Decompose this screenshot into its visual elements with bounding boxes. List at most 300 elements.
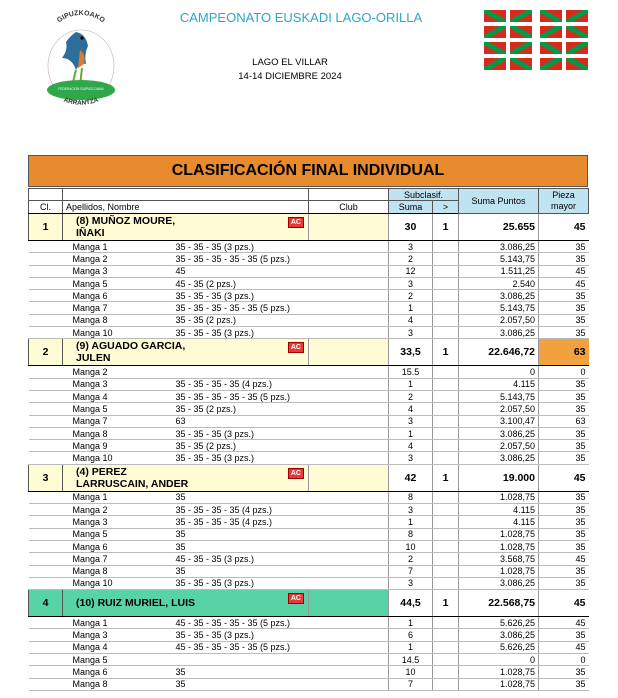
- round-max-piece: 35: [539, 528, 589, 540]
- club-blank: [309, 415, 389, 427]
- round-row: [29, 491, 589, 503]
- spacer-cell: [29, 577, 63, 589]
- club-blank: [309, 565, 389, 577]
- round-catches: 35: [173, 540, 309, 552]
- club-cell: [309, 464, 389, 491]
- spacer-cell: [29, 415, 63, 427]
- round-place: 3: [389, 504, 433, 516]
- round-max-piece: 45: [539, 277, 589, 289]
- club-blank: [309, 540, 389, 552]
- round-max-piece: 45: [539, 265, 589, 277]
- spacer-cell: [29, 253, 63, 265]
- round-gt: [433, 366, 459, 378]
- club-blank: [309, 327, 389, 339]
- round-max-piece: 35: [539, 378, 589, 390]
- round-catches: 35 - 35 - 35 (3 pzs.): [173, 577, 309, 589]
- round-points: 4.115: [459, 516, 539, 528]
- round-gt: [433, 666, 459, 678]
- spacer-cell: [29, 403, 63, 415]
- round-label: Manga 6: [63, 290, 173, 302]
- round-gt: [433, 491, 459, 503]
- round-label: Manga 10: [63, 327, 173, 339]
- round-gt: [433, 302, 459, 314]
- round-gt: [433, 314, 459, 326]
- round-max-piece: 45: [539, 641, 589, 653]
- club-blank: [309, 666, 389, 678]
- competitor-name-text: (10) RUIZ MURIEL, LUIS: [76, 597, 196, 610]
- round-points: 4.115: [459, 378, 539, 390]
- round-gt: [433, 528, 459, 540]
- round-row: [29, 314, 589, 326]
- round-catches: 35 - 35 - 35 (3 pzs.): [173, 629, 309, 641]
- round-points: 1.028,75: [459, 491, 539, 503]
- round-label: Manga 7: [63, 302, 173, 314]
- competitor-row: [29, 464, 589, 491]
- round-place: 1: [389, 302, 433, 314]
- club-blank: [309, 553, 389, 565]
- round-points: 3.086,25: [459, 577, 539, 589]
- round-gt: [433, 440, 459, 452]
- round-catches: 63: [173, 415, 309, 427]
- round-gt: [433, 629, 459, 641]
- round-catches: 35 - 35 (2 pzs.): [173, 403, 309, 415]
- round-max-piece: 45: [539, 553, 589, 565]
- round-row: [29, 654, 589, 666]
- round-gt: [433, 540, 459, 552]
- round-catches: 45 - 35 - 35 (3 pzs.): [173, 553, 309, 565]
- round-gt: [433, 577, 459, 589]
- club-blank: [309, 290, 389, 302]
- round-label: Manga 7: [63, 415, 173, 427]
- round-place: 3: [389, 577, 433, 589]
- round-row: [29, 403, 589, 415]
- suma-cell: 44,5: [389, 590, 433, 617]
- round-catches: 35 - 35 - 35 (3 pzs.): [173, 427, 309, 439]
- round-points: 3.086,25: [459, 452, 539, 464]
- basque-flag-icon: [484, 10, 532, 38]
- round-points: 1.028,75: [459, 666, 539, 678]
- round-max-piece: 35: [539, 678, 589, 690]
- spacer-cell: [29, 390, 63, 402]
- puntos-cell: 25.655: [459, 214, 539, 241]
- round-row: [29, 678, 589, 690]
- round-max-piece: 35: [539, 390, 589, 402]
- round-max-piece: 35: [539, 241, 589, 253]
- gt-cell: 1: [433, 339, 459, 366]
- club-blank: [309, 265, 389, 277]
- suma-header: Suma: [389, 201, 433, 214]
- basque-flag-icon: [540, 10, 588, 38]
- round-label: Manga 4: [63, 641, 173, 653]
- rank-cell: 1: [29, 214, 63, 241]
- club-blank: [309, 654, 389, 666]
- round-max-piece: 63: [539, 415, 589, 427]
- round-place: 3: [389, 415, 433, 427]
- spacer-cell: [29, 504, 63, 516]
- competitor-name: [63, 339, 309, 366]
- spacer-cell: [29, 641, 63, 653]
- round-row: [29, 302, 589, 314]
- spacer-cell: [29, 553, 63, 565]
- pieza-mayor-header: Pieza mayor: [539, 189, 589, 214]
- round-max-piece: 35: [539, 440, 589, 452]
- round-label: Manga 8: [63, 427, 173, 439]
- round-points: 2.057,50: [459, 314, 539, 326]
- round-max-piece: 35: [539, 253, 589, 265]
- round-catches: [173, 366, 309, 378]
- round-row: [29, 577, 589, 589]
- round-label: Manga 5: [63, 277, 173, 289]
- round-points: 5.626,25: [459, 617, 539, 629]
- pieza-cell: 45: [539, 590, 589, 617]
- club-blank: [309, 390, 389, 402]
- spacer-cell: [29, 654, 63, 666]
- round-gt: [433, 277, 459, 289]
- round-max-piece: 35: [539, 403, 589, 415]
- round-max-piece: 35: [539, 452, 589, 464]
- round-place: 7: [389, 678, 433, 690]
- round-row: [29, 366, 589, 378]
- round-place: 1: [389, 617, 433, 629]
- round-max-piece: 35: [539, 290, 589, 302]
- club-badge: AC: [288, 342, 304, 353]
- competitor-name-text: (4) PEREZ LARRUSCAIN, ANDER: [76, 465, 189, 490]
- spacer-cell: [29, 241, 63, 253]
- round-points: 3.086,25: [459, 290, 539, 302]
- round-gt: [433, 553, 459, 565]
- club-blank: [309, 528, 389, 540]
- round-max-piece: 35: [539, 516, 589, 528]
- round-catches: [173, 654, 309, 666]
- round-points: 2.057,50: [459, 440, 539, 452]
- round-max-piece: 35: [539, 314, 589, 326]
- competitor-row: [29, 590, 589, 617]
- round-max-piece: 35: [539, 327, 589, 339]
- spacer-cell: [29, 565, 63, 577]
- round-label: Manga 8: [63, 565, 173, 577]
- round-place: 3: [389, 277, 433, 289]
- round-gt: [433, 452, 459, 464]
- round-label: Manga 4: [63, 390, 173, 402]
- round-points: 2.540: [459, 277, 539, 289]
- round-max-piece: 35: [539, 504, 589, 516]
- competitor-name: [63, 590, 309, 617]
- competitor-name: [63, 464, 309, 491]
- classification-banner: CLASIFICACIÓN FINAL INDIVIDUAL: [28, 155, 588, 187]
- round-gt: [433, 415, 459, 427]
- club-blank: [309, 617, 389, 629]
- round-gt: [433, 241, 459, 253]
- spacer-cell: [29, 678, 63, 690]
- spacer-cell: [29, 516, 63, 528]
- classification-table: [28, 188, 589, 691]
- round-points: 4.115: [459, 504, 539, 516]
- round-catches: 35: [173, 491, 309, 503]
- rank-cell: 3: [29, 464, 63, 491]
- round-gt: [433, 253, 459, 265]
- round-gt: [433, 678, 459, 690]
- club-blank: [309, 504, 389, 516]
- round-points: 3.086,25: [459, 327, 539, 339]
- round-max-piece: 35: [539, 629, 589, 641]
- spacer-cell: [29, 378, 63, 390]
- round-points: 2.057,50: [459, 403, 539, 415]
- round-catches: 45: [173, 265, 309, 277]
- round-row: [29, 253, 589, 265]
- round-label: Manga 9: [63, 440, 173, 452]
- round-place: 6: [389, 629, 433, 641]
- round-place: 4: [389, 314, 433, 326]
- round-place: 2: [389, 390, 433, 402]
- basque-flag-icon: [540, 42, 588, 70]
- pieza-cell: 63: [539, 339, 589, 366]
- club-blank: [309, 452, 389, 464]
- club-badge: AC: [288, 593, 304, 604]
- round-place: 1: [389, 427, 433, 439]
- round-place: 1: [389, 516, 433, 528]
- spacer-cell: [29, 327, 63, 339]
- club-blank: [309, 253, 389, 265]
- round-row: [29, 641, 589, 653]
- round-label: Manga 8: [63, 678, 173, 690]
- spacer-cell: [29, 452, 63, 464]
- club-blank: [309, 277, 389, 289]
- round-label: Manga 2: [63, 504, 173, 516]
- club-blank: [309, 577, 389, 589]
- cl-header: Cl.: [29, 201, 63, 214]
- club-blank: [309, 427, 389, 439]
- round-points: 0: [459, 366, 539, 378]
- round-label: Manga 6: [63, 666, 173, 678]
- round-catches: 35: [173, 565, 309, 577]
- round-place: 2: [389, 290, 433, 302]
- round-max-piece: 45: [539, 617, 589, 629]
- round-place: 8: [389, 491, 433, 503]
- gt-header: >: [433, 201, 459, 214]
- club-blank: [309, 516, 389, 528]
- competitor-row: [29, 214, 589, 241]
- round-points: 3.100,47: [459, 415, 539, 427]
- round-place: 3: [389, 327, 433, 339]
- round-row: [29, 327, 589, 339]
- round-max-piece: 35: [539, 565, 589, 577]
- round-row: [29, 565, 589, 577]
- round-catches: 35 - 35 - 35 (3 pzs.): [173, 290, 309, 302]
- round-gt: [433, 327, 459, 339]
- round-row: [29, 440, 589, 452]
- table-body: [29, 214, 589, 691]
- spacer-cell: [29, 265, 63, 277]
- round-label: Manga 3: [63, 516, 173, 528]
- competitor-row: [29, 339, 589, 366]
- club-badge: AC: [288, 217, 304, 228]
- round-catches: 35 - 35 - 35 - 35 - 35 (5 pzs.): [173, 302, 309, 314]
- suma-puntos-header: Suma Puntos: [459, 189, 539, 214]
- round-row: [29, 378, 589, 390]
- competitor-name-text: (8) MUÑOZ MOURE, IÑAKI: [76, 215, 176, 239]
- header-row-top: [29, 189, 589, 201]
- club-blank: [309, 314, 389, 326]
- round-catches: 35 - 35 - 35 - 35 - 35 (5 pzs.): [173, 253, 309, 265]
- round-points: 3.086,25: [459, 241, 539, 253]
- spacer-cell: [29, 491, 63, 503]
- round-place: 2: [389, 553, 433, 565]
- round-max-piece: 35: [539, 577, 589, 589]
- round-points: 3.086,25: [459, 629, 539, 641]
- round-gt: [433, 516, 459, 528]
- spacer-cell: [29, 302, 63, 314]
- spacer-cell: [29, 290, 63, 302]
- event-dates: 14-14 DICIEMBRE 2024: [238, 71, 342, 82]
- round-place: 10: [389, 666, 433, 678]
- round-row: [29, 265, 589, 277]
- round-gt: [433, 265, 459, 277]
- venue-block: [200, 56, 380, 84]
- round-catches: 35 - 35 - 35 (3 pzs.): [173, 327, 309, 339]
- spacer-cell: [29, 629, 63, 641]
- spacer-cell: [29, 540, 63, 552]
- round-points: 1.028,75: [459, 678, 539, 690]
- gt-cell: 1: [433, 464, 459, 491]
- round-catches: 45 - 35 - 35 - 35 - 35 (5 pzs.): [173, 641, 309, 653]
- round-place: 14.5: [389, 654, 433, 666]
- round-label: Manga 3: [63, 265, 173, 277]
- round-catches: 35 - 35 - 35 (3 pzs.): [173, 241, 309, 253]
- spacer-cell: [29, 440, 63, 452]
- round-label: Manga 2: [63, 366, 173, 378]
- round-row: [29, 427, 589, 439]
- logo-mid-text: FEDERACION GUIPUZCOANA: [58, 87, 104, 91]
- round-label: Manga 1: [63, 617, 173, 629]
- round-row: [29, 290, 589, 302]
- round-max-piece: 0: [539, 366, 589, 378]
- round-place: 12: [389, 265, 433, 277]
- round-place: 4: [389, 440, 433, 452]
- round-points: 1.028,75: [459, 565, 539, 577]
- spacer-cell: [29, 617, 63, 629]
- round-points: 5.143,75: [459, 302, 539, 314]
- puntos-cell: 19.000: [459, 464, 539, 491]
- gt-cell: 1: [433, 214, 459, 241]
- club-blank: [309, 491, 389, 503]
- round-gt: [433, 654, 459, 666]
- puntos-cell: 22.568,75: [459, 590, 539, 617]
- round-points: 3.086,25: [459, 427, 539, 439]
- round-label: Manga 10: [63, 452, 173, 464]
- spacer-cell: [29, 427, 63, 439]
- round-points: 1.028,75: [459, 528, 539, 540]
- round-gt: [433, 504, 459, 516]
- subclasif-header: Subclasif.: [389, 189, 459, 201]
- round-place: 4: [389, 403, 433, 415]
- round-place: 2: [389, 253, 433, 265]
- club-blank: [309, 641, 389, 653]
- spacer-cell: [29, 366, 63, 378]
- round-row: [29, 390, 589, 402]
- round-row: [29, 666, 589, 678]
- puntos-cell: 22.646,72: [459, 339, 539, 366]
- round-place: 3: [389, 241, 433, 253]
- round-label: Manga 1: [63, 491, 173, 503]
- club-blank: [309, 241, 389, 253]
- spacer-cell: [29, 314, 63, 326]
- round-place: 8: [389, 528, 433, 540]
- round-points: 1.028,75: [459, 540, 539, 552]
- round-catches: 35 - 35 - 35 - 35 (4 pzs.): [173, 516, 309, 528]
- suma-cell: 33,5: [389, 339, 433, 366]
- round-catches: 35: [173, 666, 309, 678]
- round-catches: 35: [173, 528, 309, 540]
- round-place: 3: [389, 452, 433, 464]
- round-max-piece: 35: [539, 427, 589, 439]
- round-catches: 35 - 35 - 35 - 35 (4 pzs.): [173, 504, 309, 516]
- round-row: [29, 452, 589, 464]
- round-gt: [433, 290, 459, 302]
- round-label: Manga 8: [63, 314, 173, 326]
- round-max-piece: 35: [539, 666, 589, 678]
- club-blank: [309, 629, 389, 641]
- round-row: [29, 553, 589, 565]
- club-blank: [309, 440, 389, 452]
- round-gt: [433, 617, 459, 629]
- round-row: [29, 241, 589, 253]
- round-row: [29, 629, 589, 641]
- round-label: Manga 5: [63, 528, 173, 540]
- competitor-name-text: (9) AGUADO GARCIA, JULEN: [76, 340, 186, 365]
- round-label: Manga 7: [63, 553, 173, 565]
- round-points: 5.143,75: [459, 390, 539, 402]
- logo-top-text: GIPUZKOAKO: [56, 10, 106, 25]
- round-row: [29, 277, 589, 289]
- round-label: Manga 3: [63, 629, 173, 641]
- round-gt: [433, 403, 459, 415]
- round-label: Manga 1: [63, 241, 173, 253]
- championship-title: CAMPEONATO EUSKADI LAGO-ORILLA: [179, 10, 423, 25]
- round-row: [29, 415, 589, 427]
- round-points: 5.626,25: [459, 641, 539, 653]
- round-max-piece: 0: [539, 654, 589, 666]
- round-points: 5.143,75: [459, 253, 539, 265]
- round-gt: [433, 427, 459, 439]
- rank-cell: 2: [29, 339, 63, 366]
- rank-cell: 4: [29, 590, 63, 617]
- pieza-cell: 45: [539, 214, 589, 241]
- suma-cell: 42: [389, 464, 433, 491]
- round-label: Manga 6: [63, 540, 173, 552]
- round-max-piece: 35: [539, 302, 589, 314]
- club-blank: [309, 302, 389, 314]
- round-gt: [433, 390, 459, 402]
- round-place: 15.5: [389, 366, 433, 378]
- spacer-cell: [29, 277, 63, 289]
- round-catches: 35 - 35 - 35 (3 pzs.): [173, 452, 309, 464]
- round-gt: [433, 641, 459, 653]
- club-blank: [309, 403, 389, 415]
- round-place: 10: [389, 540, 433, 552]
- round-catches: 35 - 35 (2 pzs.): [173, 440, 309, 452]
- competitor-name: [63, 214, 309, 241]
- venue-name: LAGO EL VILLAR: [252, 57, 328, 68]
- round-place: 1: [389, 641, 433, 653]
- svg-text:GIPUZKOAKO: [56, 10, 106, 25]
- round-catches: 35: [173, 678, 309, 690]
- round-gt: [433, 565, 459, 577]
- name-header: Apellidos, Nombre: [63, 201, 309, 214]
- round-catches: 35 - 35 (2 pzs.): [173, 314, 309, 326]
- club-badge: AC: [288, 468, 304, 479]
- round-row: [29, 528, 589, 540]
- club-blank: [309, 678, 389, 690]
